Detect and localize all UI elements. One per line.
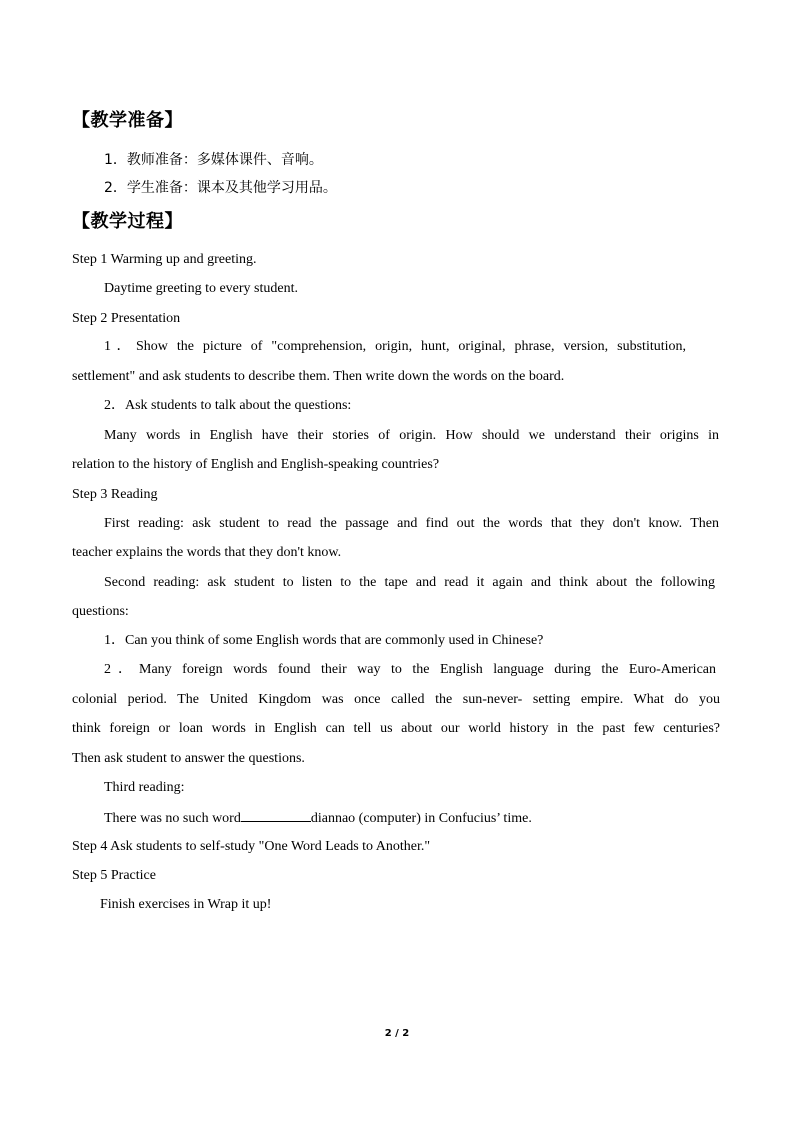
section-heading-process: 【教学过程】	[72, 211, 183, 232]
page-number: 2 / 2	[384, 1028, 410, 1039]
step2-para-line2: relation to the history of English and English-speaking countries?	[72, 457, 440, 472]
step2-item1-line1: 1．Show the picture of "comprehension, origin, hunt, original, phrase, version, substitution,	[104, 339, 686, 354]
step3-question-2-line2: colonial period. The United Kingdom was once called the sun-never- setting empire. What do you	[72, 692, 720, 707]
step3-title: Step 3 Reading	[72, 487, 158, 502]
step3-first-line1: First reading: ask student to read the passage and find out the words that they don't know. Then	[104, 516, 719, 531]
step2-title: Step 2 Presentation	[72, 311, 181, 326]
step5-body: Finish exercises in Wrap it up!	[100, 897, 272, 912]
prep-item-teacher: 1．教师准备：多媒体课件、音响。	[104, 152, 323, 168]
step3-third-title: Third reading:	[104, 780, 185, 795]
step3-question-2-line4: Then ask student to answer the questions.	[72, 751, 305, 766]
third-reading-suffix: diannao (computer) in Confucius’ time.	[310, 811, 532, 826]
step3-question-1: 1．Can you think of some English words that are commonly used in Chinese?	[104, 633, 544, 648]
step3-second-line1: Second reading: ask student to listen to the tape and read it again and think about the following	[104, 575, 715, 590]
step3-question-2-line1: 2．Many foreign words found their way to the English language during the Euro-American	[104, 662, 716, 677]
third-reading-prefix: There was no such word	[104, 811, 241, 826]
step1-body: Daytime greeting to every student.	[104, 281, 298, 296]
step2-item2: 2．Ask students to talk about the questions:	[104, 398, 352, 413]
fill-in-blank	[241, 808, 311, 822]
step4-title: Step 4 Ask students to self-study "One Word Leads to Another."	[72, 839, 431, 854]
step3-first-line2: teacher explains the words that they don't know.	[72, 545, 342, 560]
section-heading-preparation: 【教学准备】	[72, 110, 183, 131]
step5-title: Step 5 Practice	[72, 868, 156, 883]
step3-third-body	[104, 808, 532, 828]
step3-question-2-line3: think foreign or loan words in English can tell us about our world history in the past few centuries?	[72, 721, 720, 736]
prep-item-student: 2．学生准备：课本及其他学习用品。	[104, 180, 337, 196]
step2-para-line1: Many words in English have their stories of origin. How should we understand their origins in	[104, 428, 719, 443]
step1-title: Step 1 Warming up and greeting.	[72, 252, 257, 267]
step3-second-line2: questions:	[72, 604, 129, 619]
step2-item1-line2: settlement" and ask students to describe them. Then write down the words on the board.	[72, 369, 565, 384]
